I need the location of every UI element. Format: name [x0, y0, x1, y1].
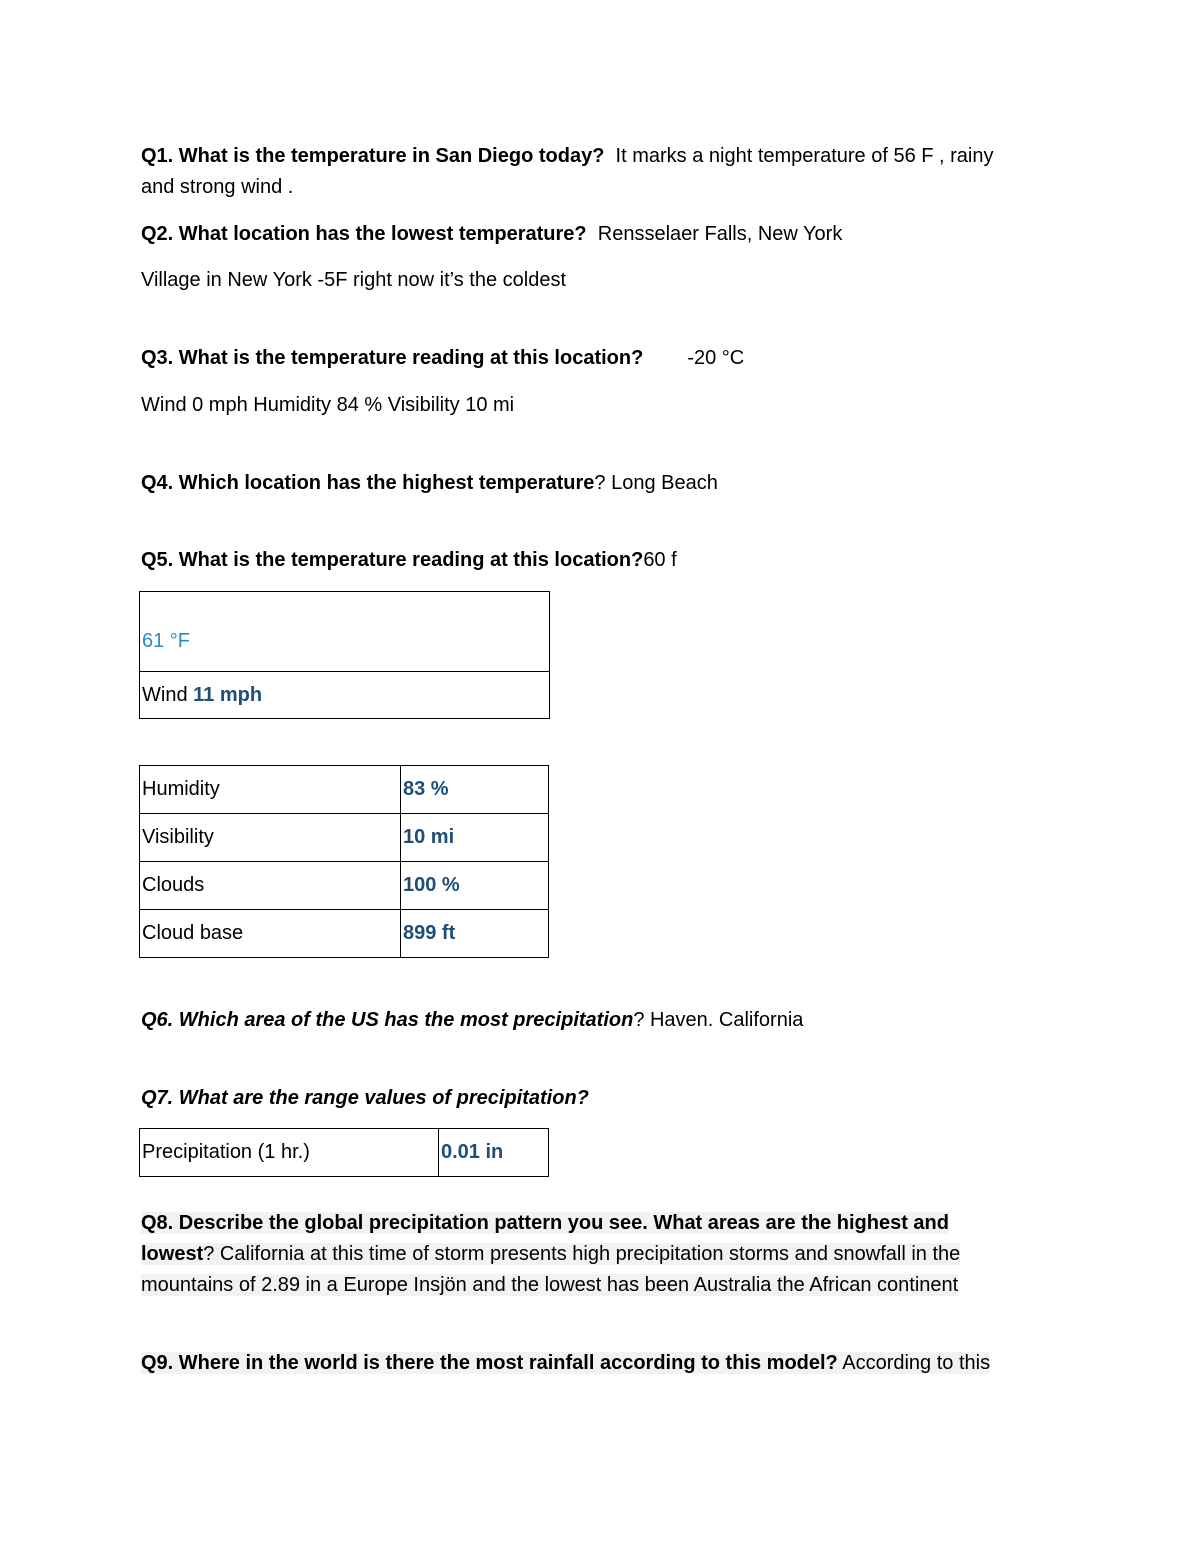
table-row: [140, 766, 549, 814]
precipitation-label: Precipitation (1 hr.): [140, 1129, 439, 1177]
q9-question: Q9. Where in the world is there the most rainfall according to this model?: [141, 1352, 838, 1374]
q7-question: Q7. What are the range values of precipitation?: [141, 1087, 589, 1109]
q2-answer: Rensselaer Falls, New York: [597, 223, 843, 245]
weather-details-table: [139, 765, 549, 958]
humidity-label: Humidity: [140, 766, 401, 814]
visibility-label: Visibility: [140, 814, 401, 862]
cloud-base-value: 899 ft: [401, 910, 549, 958]
q8-question-continued: lowest: [141, 1243, 204, 1265]
q5-line: [141, 548, 677, 572]
q8-line-1: [141, 1211, 949, 1235]
q2-question: Q2. What location has the lowest temperature?: [141, 223, 587, 245]
q1-answer: It marks a night temperature of 56 F , rainy: [615, 145, 994, 167]
current-conditions-table: [139, 591, 550, 719]
q4-line: [141, 471, 718, 495]
q7-line: [141, 1086, 589, 1110]
table-row: [140, 910, 549, 958]
q1-question: Q1. What is the temperature in San Diego today?: [141, 145, 605, 167]
q6-line: [141, 1008, 803, 1032]
q4-question: Q4. Which location has the highest temperature: [141, 472, 595, 494]
q2-answer-detail: Village in New York -5F right now it’s the coldest: [141, 269, 567, 291]
precipitation-table: [139, 1128, 549, 1177]
precipitation-value: 0.01 in: [439, 1129, 549, 1177]
q5-answer: 60 f: [643, 549, 677, 571]
q3-line: [141, 346, 744, 370]
q3-answer-detail: Wind 0 mph Humidity 84 % Visibility 10 mi: [141, 394, 515, 416]
q8-line-2: [141, 1242, 960, 1266]
q1-line-1: [141, 144, 994, 168]
q1-answer-continued: and strong wind .: [141, 176, 294, 198]
q9-line: [141, 1351, 990, 1375]
temperature-cell: 61 °F: [140, 592, 550, 672]
q9-answer: According to this: [837, 1352, 991, 1374]
q4-answer: ? Long Beach: [594, 472, 718, 494]
q8-question: Q8. Describe the global precipitation pattern you see. What areas are the highest and: [141, 1212, 949, 1234]
visibility-value: 10 mi: [401, 814, 549, 862]
q8-answer-continued: mountains of 2.89 in a Europe Insjön and the lowest has been Australia the African continent: [141, 1274, 959, 1296]
wind-cell: [140, 672, 550, 719]
clouds-label: Clouds: [140, 862, 401, 910]
q8-line-3: [141, 1273, 958, 1297]
q8-answer: ? California at this time of storm presents high precipitation storms and snowfall in the: [203, 1243, 961, 1265]
humidity-value: 83 %: [401, 766, 549, 814]
q3-answer: -20 °C: [687, 347, 745, 369]
wind-label: Wind: [142, 683, 188, 706]
wind-value: 11 mph: [193, 683, 263, 706]
table-row: [140, 814, 549, 862]
q6-question: Q6. Which area of the US has the most precipitation: [141, 1009, 634, 1031]
clouds-value: 100 %: [401, 862, 549, 910]
q3-question: Q3. What is the temperature reading at this location?: [141, 347, 644, 369]
table-row: [140, 1129, 549, 1177]
q6-answer: ? Haven. California: [633, 1009, 804, 1031]
table-row: [140, 862, 549, 910]
q2-line: [141, 222, 842, 246]
cloud-base-label: Cloud base: [140, 910, 401, 958]
q5-question: Q5. What is the temperature reading at this location?: [141, 549, 644, 571]
